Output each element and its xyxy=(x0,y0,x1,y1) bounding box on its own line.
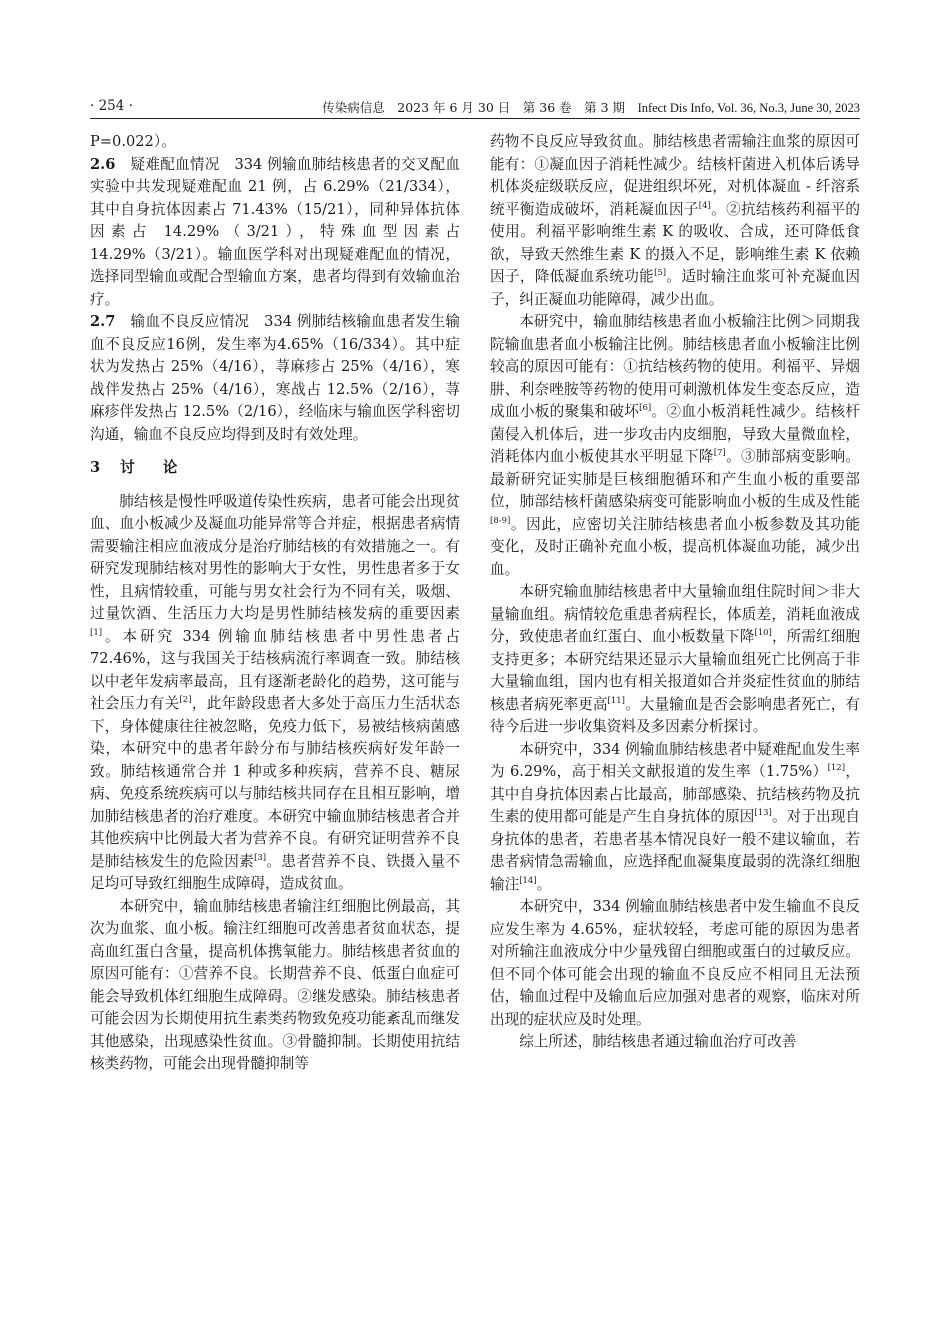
section-2-6-body: 334 例输血肺结核患者的交叉配血实验中共发现疑难配血 21 例，占 6.29%（21/334），其中自身抗体因素占 71.43%（15/21），同种异体抗体因素占 14.29%（3/21），特殊血型因素占 14.29%（3/21）。输血医学科对出现疑难配血的情况，选择同型输血或配合型输血方案，患者均得到有效输血治疗。 xyxy=(90,155,460,308)
r1-text-c: 。适时输注血浆可补充凝血因子，纠正凝血功能障碍，减少出血。 xyxy=(490,268,860,308)
r1-text-b: 。②抗结核药利福平的使用。利福平影响维生素 K 的吸收、合成，还可降低食欲，导致天然维生素 K 的摄入不足，影响维生素 K 依赖因子，降低凝血系统功能 xyxy=(490,200,860,285)
ref-8-9: [8-9] xyxy=(490,515,511,526)
ref-2: [2] xyxy=(179,695,192,705)
ref-12: [12] xyxy=(827,763,846,773)
discussion-paragraph-1 xyxy=(90,491,460,896)
discussion-paragraph-3 xyxy=(490,311,860,581)
r2-text-b: 。②血小板消耗性减少。结核杆菌侵入机体后，进一步攻击内皮细胞，导致大量微血栓，消耗体内血小板使其水平明显下降 xyxy=(490,403,860,465)
d1-text-a: 肺结核是慢性呼吸道传染性疾病，患者可能会出现贫血、血小板减少及凝血功能异常等合并症，根据患者病情需要输注相应血液成分是治疗肺结核的有效措施之一。有研究发现肺结核对男性的影响大于女性，男性患者多于女性，且病情较重，可能与男女社会行为不同有关，吸烟、过量饮酒、生活压力大均是男性肺结核发病的重要因素 xyxy=(90,492,460,622)
r3-text-a: 本研究输血肺结核患者中大量输血组住院时间＞非大量输血组。病情较危重患者病程长，体质差，消耗血液成分，致使患者血红蛋白、血小板数量下降 xyxy=(490,583,860,645)
section-2-6-number: 2.6 xyxy=(90,155,116,173)
section-2-7 xyxy=(90,311,460,446)
header-rule xyxy=(90,118,860,119)
ref-6: [6] xyxy=(639,403,652,413)
section-2-7-body: 334 例肺结核输血患者发生输血不良反应16例，发生率为4.65%（16/334）。其中症状为发热占 25%（4/16），荨麻疹占 25%（4/16），寒战伴发热占 25%（4/16），寒战占 12.5%（2/16），荨麻疹伴发热占 12.5%（2/16），经临床与输血医学科密切沟通，输血不良反应均得到及时有效处理。 xyxy=(90,313,460,443)
ref-1: [1] xyxy=(90,627,103,638)
r2-text-a: 本研究中，输血肺结核患者血小板输注比例＞同期我院输血患者血小板输注比例。肺结核患者血小板输注比例较高的原因可能有：①抗结核药物的使用。利福平、异烟肼、利奈唑胺等药物的使用可刺激机体发生变态反应，造成血小板的聚集和破坏 xyxy=(490,313,860,420)
discussion-paragraph-5 xyxy=(490,739,860,897)
ref-14: [14] xyxy=(519,875,537,886)
section-3-title-a: 讨 xyxy=(120,459,135,476)
section-2-6-title: 疑难配血情况 xyxy=(130,155,220,173)
ref-11: [11] xyxy=(607,695,625,706)
section-3-title-b: 论 xyxy=(162,459,178,476)
r3-text-c: 。大量输血是否会影响患者死亡，有待今后进一步收集资料及多因素分析探讨。 xyxy=(490,695,860,735)
discussion-paragraph-6: 本研究中，334 例输血肺结核患者中发生输血不良反应发生率为 4.65%，症状较轻，考虑可能的原因为患者对所输注血液成分中少量残留白细胞或蛋白的过敏反应。但不同个体可能会出现的输血不良反应不相同且无法预估，输血过程中及输血后应加强对患者的观察，临床对所出现的症状应及时处理。 xyxy=(490,898,860,1028)
journal-en: Infect Dis Info, Vol. 36, No.3, June 30, 2023 xyxy=(637,101,860,115)
r4-text-c: 。对于出现自身抗体的患者，若患者基本情况良好一般不建议输血，若患者病情急需输血，应选择配血凝集度最弱的洗涤红细胞输注 xyxy=(490,808,860,893)
section-2-6 xyxy=(90,154,460,312)
journal-info xyxy=(322,98,860,116)
ref-5: [5] xyxy=(654,268,667,278)
r3-text-b: ，所需红细胞支持更多；本研究结果还显示大量输血组死亡比例高于非大量输血组，国内也有相关报道如合并炎症性贫血的肺结核患者病死率更高 xyxy=(490,628,860,713)
discussion-paragraph-2-continued xyxy=(490,131,860,311)
section-2-7-title: 输血不良反应情况 xyxy=(130,313,250,330)
d1-text-c: ，此年龄段患者大多处于高压力生活状态下，身体健康往往被忽略，免疫力低下，易被结核病菌感染，本研究中的患者年龄分布与肺结核疾病好发年龄一致。肺结核通常合并 1 种或多种疾病，营养不良、糖尿病、免疫系统疾病可以与肺结核共同存在且相互影响，增加肺结核患者的治疗难度。本研究中输血肺结核患者合并其他疾病中比例最大者为营养不良。有研究证明营养不良是肺结核发生的危险因素 xyxy=(90,695,460,870)
r4-text-b: ，其中自身抗体因素占比最高，肺部感染、抗结核药物及抗生素的使用都可能是产生自身抗体的原因 xyxy=(490,763,860,825)
section-3-heading xyxy=(90,457,460,480)
left-column xyxy=(90,131,460,1076)
discussion-paragraph-4 xyxy=(490,581,860,739)
ref-10: [10] xyxy=(754,628,772,638)
ref-4: [4] xyxy=(698,200,711,211)
ref-3: [3] xyxy=(254,852,267,863)
r2-text-d: 。因此，应密切关注肺结核患者血小板参数及其功能变化，及时正确补充血小板，提高机体凝血功能，减少出血。 xyxy=(490,515,860,578)
conclusion-paragraph: 综上所述，肺结核患者通过输血治疗可改善 xyxy=(519,1033,797,1050)
discussion-paragraph-2: 本研究中，输血肺结核患者输注红细胞比例最高，其次为血浆、血小板。输注红细胞可改善患者贫血状态，提高血红蛋白含量，提高机体携氧能力。肺结核患者贫血的原因可能有：①营养不良。长期营养不良、低蛋白血症可能会导致机体红细胞生成障碍。②继发感染。肺结核患者可能会因为长期使用抗生素类药物致免疫功能紊乱而继发其他感染，出现感染性贫血。③骨髓抑制。长期使用抗结核类药物，可能会出现骨髓抑制等 xyxy=(90,897,460,1072)
ref-13: [13] xyxy=(754,808,772,818)
journal-cn: 传染病信息 2023 年 6 月 30 日 第 36 卷 第 3 期 xyxy=(322,100,626,115)
results-continuation: P=0.022）。 xyxy=(90,133,176,150)
d1-text-d: 。患者营养不良、铁摄入量不足均可导致红细胞生成障碍，造成贫血。 xyxy=(90,852,460,892)
section-2-7-number: 2.7 xyxy=(90,313,116,330)
r4-text-d: 。 xyxy=(536,875,552,893)
running-header xyxy=(90,98,860,116)
ref-7: [7] xyxy=(713,448,726,458)
r1-text-a: 药物不良反应导致贫血。肺结核患者需输注血浆的原因可能有：①凝血因子消耗性减少。结核杆菌进入机体后诱导机体炎症级联反应，促进组织坏死，对机体凝血 - 纤溶系统平衡造成破坏，消耗凝血因子 xyxy=(490,133,860,218)
r2-text-c: 。③肺部病变影响。最新研究证实肺是巨核细胞循环和产生血小板的重要部位，肺部结核杆菌感染病变可能影响血小板的生成及性能 xyxy=(490,448,860,510)
page-number: · 254 · xyxy=(90,98,133,114)
r4-text-a: 本研究中，334 例输血肺结核患者中疑难配血发生率为 6.29%，高于相关文献报道的发生率（1.75%） xyxy=(490,740,860,780)
section-3-number: 3 xyxy=(90,459,101,476)
right-column xyxy=(490,131,860,1054)
d1-text-b: 。本研究 334 例输血肺结核患者中男性患者占 72.46%，这与我国关于结核病流行率调查一致。肺结核以中老年发病率最高，且有逐渐老龄化的趋势，这可能与社会压力有关 xyxy=(90,627,460,712)
